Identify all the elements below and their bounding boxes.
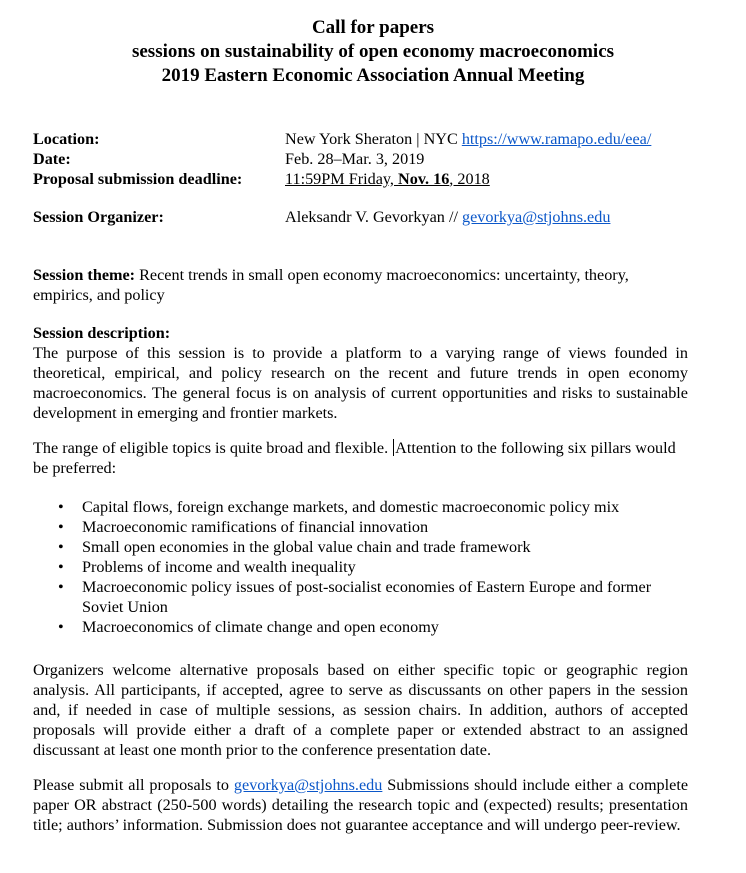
list-item-text: Small open economies in the global value chain and trade framework	[82, 538, 531, 556]
list-item	[33, 517, 688, 537]
date-value: Feb. 28–Mar. 3, 2019	[285, 150, 425, 168]
topics-intro-b: Attention to the following six pillars would be preferred:	[33, 439, 676, 477]
bullet-icon: •	[58, 558, 64, 576]
deadline-label: Proposal submission deadline:	[33, 170, 243, 188]
title-session-topic: sessions on sustainability of open economy macroeconomics	[131, 41, 615, 62]
description-text: The purpose of this session is to provide a platform to a varying range of views founded in theoretical, empirical, and policy research on the recent and future trends in open economy macroeconomics. The general focus is on analysis of current opportunities and risks to sustainable development in emerging and frontier markets.	[33, 344, 688, 422]
theme-text: Recent trends in small open economy macroeconomics: uncertainty, theory, empirics, and policy	[33, 266, 629, 304]
submit-text-a: Please submit all proposals to	[33, 776, 234, 794]
organizer-value	[285, 207, 610, 227]
date-label: Date:	[33, 150, 71, 168]
topics-intro-a: The range of eligible topics is quite broad and flexible.	[33, 439, 393, 457]
list-item-text: Problems of income and wealth inequality	[82, 558, 356, 576]
bullet-icon: •	[58, 618, 64, 636]
organizers-paragraph: Organizers welcome alternative proposals based on either specific topic or geographic region analysis. All participants, if accepted, agree to serve as discussants on other papers in the session and, if needed in case of multiple sessions, as session chairs. In addition, authors of accepted proposals will provide either a draft of a complete paper or extended abstract to an assigned discussant at least one month prior to the conference presentation date.	[33, 661, 688, 759]
submit-text-b: Submissions should include either a complete paper OR abstract (250-500 words) detailing the research topic and (expected) results; presentation title; authors’ information. Submission does not guarantee acceptance and will undergo peer-review.	[33, 776, 688, 834]
bullet-icon: •	[58, 498, 64, 516]
organizer-label: Session Organizer:	[33, 208, 164, 226]
bullet-icon: •	[58, 538, 64, 556]
list-item	[33, 577, 688, 617]
location-text: New York Sheraton | NYC	[285, 130, 462, 148]
deadline-time: 11:59PM Friday,	[285, 170, 399, 188]
topics-intro	[33, 438, 688, 478]
organizer-email-link[interactable]: gevorkya@stjohns.edu	[462, 208, 611, 226]
list-item-text: Capital flows, foreign exchange markets, and domestic macroeconomic policy mix	[82, 498, 620, 516]
location-label: Location:	[33, 130, 100, 148]
list-item	[33, 617, 688, 637]
list-item	[33, 537, 688, 557]
description-label: Session description:	[33, 324, 171, 342]
submission-paragraph	[33, 775, 688, 835]
title-meeting: 2019 Eastern Economic Association Annual Meeting	[161, 65, 585, 86]
topics-list	[33, 497, 688, 637]
bullet-icon: •	[58, 578, 64, 596]
session-theme	[33, 265, 688, 305]
list-item-text: Macroeconomics of climate change and open economy	[82, 618, 439, 636]
location-link[interactable]: https://www.ramapo.edu/eea/	[461, 130, 652, 148]
deadline-value	[285, 169, 490, 189]
submit-email-link[interactable]: gevorkya@stjohns.edu	[233, 776, 383, 794]
list-item-text: Macroeconomic policy issues of post-socialist economies of Eastern Europe and former Soviet Union	[82, 578, 652, 616]
list-item	[33, 497, 688, 517]
theme-label: Session theme:	[33, 266, 136, 284]
deadline-year: , 2018	[449, 170, 490, 188]
organizer-name: Aleksandr V. Gevorkyan //	[285, 208, 462, 226]
title-call-for-papers: Call for papers	[311, 17, 435, 38]
list-item-text: Macroeconomic ramifications of financial innovation	[82, 518, 429, 536]
bullet-icon: •	[58, 518, 64, 536]
list-item	[33, 557, 688, 577]
location-value	[285, 129, 651, 149]
deadline-date: Nov. 16	[398, 170, 450, 188]
session-description	[33, 323, 688, 423]
